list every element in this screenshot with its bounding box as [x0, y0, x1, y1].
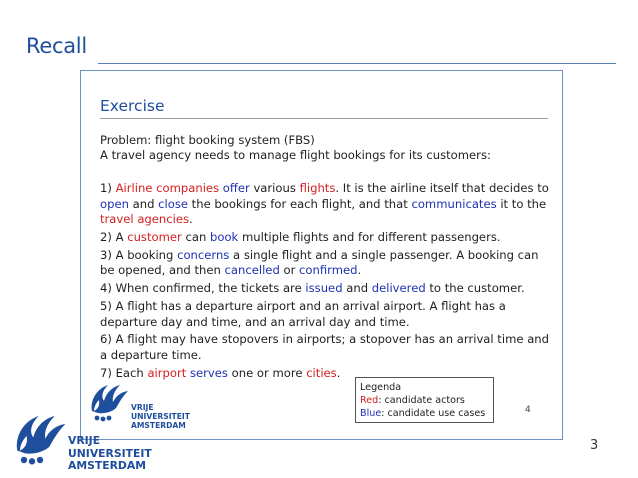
requirement-item: 2) A customer can book multiple flights and for different passengers.	[100, 229, 501, 244]
requirement-item: 5) A flight has a departure airport and an arrival airport. A flight has a departure day and time, and an arrival day and time.	[100, 298, 506, 329]
university-logo	[12, 410, 152, 474]
requirement-item: 1) Airline companies offer various flights. It is the airline itself that decides to open and close the bookings for each flight, and that communicates it to the travel agencies.	[100, 181, 549, 227]
logo-wordmark-small: VRIJE UNIVERSITEIT AMSTERDAM	[131, 403, 190, 431]
university-logo-small	[88, 381, 190, 431]
legend-red-entry: Red: candidate actors	[360, 395, 465, 406]
problem-statement	[100, 133, 550, 163]
problem-line-2: A travel agency needs to manage flight bookings for its customers:	[100, 148, 491, 162]
requirement-item: 4) When confirmed, the tickets are issued and delivered to the customer.	[100, 281, 525, 296]
embedded-slide	[80, 70, 563, 440]
inner-page-number: 4	[525, 405, 531, 415]
requirements-list	[100, 181, 552, 383]
requirement-item: 6) A flight may have stopovers in airports; a stopover has an arrival time and a departure time.	[100, 332, 550, 362]
requirement-item: 3) A booking concerns a single flight and a single passenger. A booking can be opened, and then cancelled or confirmed.	[100, 247, 539, 278]
slide-title: Recall	[26, 34, 87, 58]
problem-line-1: Problem: flight booking system (FBS)	[100, 133, 315, 147]
title-divider	[98, 63, 616, 64]
griffin-icon	[88, 381, 130, 425]
exercise-divider	[100, 118, 548, 119]
logo-wordmark: VRIJE UNIVERSITEIT AMSTERDAM	[68, 434, 152, 472]
legend-box	[355, 377, 494, 423]
exercise-title: Exercise	[100, 97, 165, 115]
griffin-icon	[12, 410, 68, 470]
legend-title: Legenda	[360, 382, 402, 393]
page-number: 3	[590, 438, 599, 453]
requirement-item: 7) Each airport serves one or more cities.	[100, 365, 341, 380]
legend-blue-entry: Blue: candidate use cases	[360, 408, 486, 419]
